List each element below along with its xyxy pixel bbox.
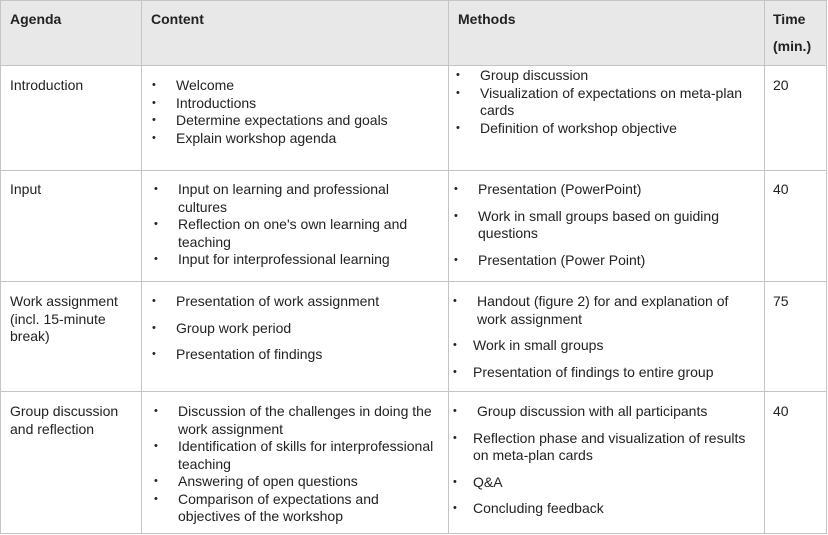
- list-item: • Concluding feedback: [449, 500, 749, 518]
- list-item: • Presentation of findings: [148, 346, 438, 364]
- header-agenda: Agenda: [10, 11, 62, 27]
- list-item: • Definition of workshop objective: [452, 120, 752, 138]
- agenda-cell: Group discussion and reflection: [10, 403, 119, 437]
- list-item: • Work in small groups based on guiding questions: [450, 208, 750, 243]
- list-item: • Explain workshop agenda: [148, 130, 438, 148]
- list-item: • Discussion of the challenges in doing the work assignment: [150, 403, 435, 438]
- time-cell: 75: [773, 293, 789, 309]
- methods-list: [452, 67, 752, 137]
- time-cell: 20: [773, 77, 789, 93]
- border-bottom: [0, 533, 827, 534]
- list-item: • Presentation (Power Point): [450, 252, 750, 270]
- list-item: • Identification of skills for interprofessional teaching: [150, 438, 435, 473]
- content-list: [148, 77, 438, 147]
- list-item: • Introductions: [148, 95, 438, 113]
- col-divider: [764, 0, 765, 534]
- col-divider: [141, 0, 142, 534]
- header-time: Time (min.): [773, 11, 812, 54]
- list-item: • Reflection on one's own learning and teaching: [150, 216, 435, 251]
- list-item: • Group discussion with all participants: [449, 403, 749, 421]
- list-item: • Welcome: [148, 77, 438, 95]
- time-cell: 40: [773, 181, 789, 197]
- agenda-cell: Input: [10, 181, 42, 197]
- list-item: • Answering of open questions: [150, 473, 435, 491]
- row-divider: [0, 170, 827, 171]
- content-list: [150, 403, 435, 526]
- methods-list: [450, 181, 750, 269]
- border-left: [0, 0, 1, 534]
- content-list: [150, 181, 435, 269]
- border-top: [0, 0, 827, 1]
- border-right: [826, 0, 827, 534]
- list-item: • Handout (figure 2) for and explanation of work assignment: [449, 293, 749, 328]
- list-item: • Presentation of findings to entire group: [449, 364, 749, 382]
- list-item: • Presentation (PowerPoint): [450, 181, 750, 199]
- list-item: • Visualization of expectations on meta-plan cards: [452, 85, 752, 120]
- methods-list: [449, 293, 749, 381]
- content-list: [148, 293, 438, 364]
- agenda-cell: Work assignment (incl. 15-minute break): [10, 293, 118, 344]
- header-content: Content: [151, 11, 204, 27]
- list-item: • Presentation of work assignment: [148, 293, 438, 311]
- list-item: • Comparison of expectations and objectives of the workshop: [150, 491, 435, 526]
- time-cell: 40: [773, 403, 789, 419]
- list-item: • Reflection phase and visualization of results on meta-plan cards: [449, 430, 749, 465]
- agenda-cell: Introduction: [10, 77, 84, 93]
- list-item: • Input on learning and professional cultures: [150, 181, 435, 216]
- row-divider: [0, 281, 827, 282]
- list-item: • Determine expectations and goals: [148, 112, 438, 130]
- row-divider: [0, 391, 827, 392]
- row-divider: [0, 65, 827, 66]
- header-methods: Methods: [458, 11, 516, 27]
- list-item: • Input for interprofessional learning: [150, 251, 435, 269]
- methods-list: [449, 403, 749, 518]
- list-item: • Group discussion: [452, 67, 752, 85]
- list-item: • Group work period: [148, 320, 438, 338]
- list-item: • Q&A: [449, 474, 749, 492]
- list-item: • Work in small groups: [449, 337, 749, 355]
